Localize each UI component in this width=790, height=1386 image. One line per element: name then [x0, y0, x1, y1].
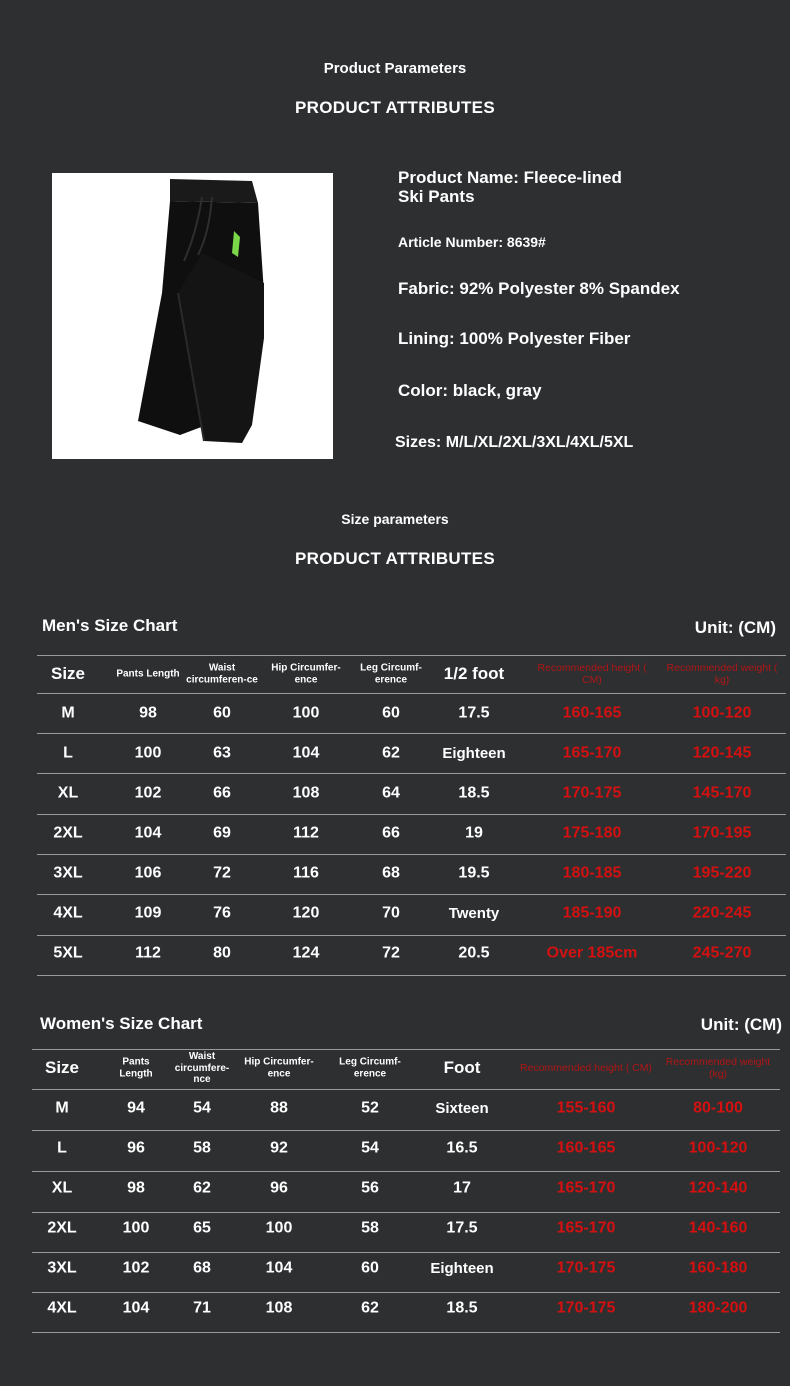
table-cell: 18.5 — [458, 784, 490, 802]
pants-photo-icon — [52, 173, 333, 459]
table-cell: 155-160 — [556, 1099, 616, 1117]
women-unit: Unit: (CM) — [700, 1015, 782, 1034]
table-cell: 56 — [361, 1179, 379, 1197]
table-cell: 185-190 — [562, 904, 622, 922]
table-cell: 19 — [465, 824, 483, 842]
table-cell: 94 — [127, 1099, 145, 1117]
table-cell: 100 — [292, 704, 320, 722]
table-cell: 64 — [382, 784, 400, 802]
table-cell: Eighteen — [430, 1260, 494, 1278]
table-cell: 160-165 — [562, 704, 622, 722]
table-cell: 104 — [122, 1299, 150, 1317]
table-cell: 195-220 — [692, 864, 752, 882]
section-title-product-attributes: PRODUCT ATTRIBUTES — [295, 98, 495, 117]
table-header-cell: Leg Circumf-erence — [360, 662, 422, 685]
table-cell: 100-120 — [688, 1139, 748, 1157]
table-divider — [37, 773, 786, 774]
table-cell: 60 — [213, 704, 231, 722]
table-divider — [37, 814, 786, 815]
table-divider — [37, 733, 786, 734]
table-header-cell: Recommended height ( CM) — [537, 661, 647, 686]
table-divider — [32, 1049, 780, 1050]
table-header-cell: Recommended weight ( kg) — [666, 661, 778, 686]
table-header-cell: Pants Length — [119, 1056, 153, 1079]
table-cell: 5XL — [53, 944, 83, 962]
table-cell: 109 — [134, 904, 162, 922]
table-cell: 100-120 — [692, 704, 752, 722]
table-cell: 104 — [292, 744, 320, 762]
table-cell: Sixteen — [435, 1100, 489, 1118]
table-cell: 17.5 — [446, 1219, 478, 1237]
table-cell: 108 — [265, 1299, 293, 1317]
men-chart-title: Men's Size Chart — [42, 616, 178, 635]
table-cell: XL — [51, 1179, 73, 1197]
table-cell: 66 — [213, 784, 231, 802]
table-cell: 52 — [361, 1099, 379, 1117]
table-cell: 17.5 — [458, 704, 490, 722]
product-name — [398, 168, 622, 206]
table-header-cell: Foot — [443, 1058, 481, 1078]
table-cell: 68 — [193, 1259, 211, 1277]
table-header-cell: Waist circumfere-nce — [174, 1050, 230, 1085]
table-cell: 112 — [135, 944, 161, 962]
table-cell: 170-195 — [692, 824, 752, 842]
table-header-cell: 1/2 foot — [443, 664, 505, 684]
table-cell: 165-170 — [562, 744, 622, 762]
table-cell: 104 — [134, 824, 162, 842]
table-cell: 62 — [361, 1299, 379, 1317]
table-divider — [32, 1130, 780, 1131]
sizes-info: Sizes: M/L/XL/2XL/3XL/4XL/5XL — [395, 434, 634, 451]
table-cell: 58 — [193, 1139, 211, 1157]
table-cell: 72 — [213, 864, 231, 882]
table-cell: 140-160 — [688, 1219, 748, 1237]
table-cell: 18.5 — [446, 1299, 478, 1317]
table-cell: 58 — [361, 1219, 379, 1237]
table-cell: 3XL — [53, 864, 83, 882]
table-cell: 124 — [292, 944, 320, 962]
table-cell: 76 — [213, 904, 231, 922]
table-cell: 108 — [292, 784, 320, 802]
product-name-line-2: Ski Pants — [398, 187, 475, 206]
article-number: Article Number: 8639# — [398, 234, 546, 250]
table-cell: 175-180 — [562, 824, 622, 842]
table-divider — [32, 1252, 780, 1253]
table-divider — [37, 693, 786, 694]
table-cell: 66 — [382, 824, 400, 842]
table-cell: 100 — [265, 1219, 293, 1237]
table-cell: 96 — [127, 1139, 145, 1157]
table-cell: 3XL — [47, 1259, 77, 1277]
table-cell: 62 — [193, 1179, 211, 1197]
table-cell: 98 — [139, 704, 157, 722]
table-cell: 160-180 — [688, 1259, 748, 1277]
table-header-cell: Leg Circumf-erence — [339, 1056, 401, 1079]
table-cell: 80 — [213, 944, 231, 962]
table-cell: 102 — [134, 784, 162, 802]
table-cell: 19.5 — [458, 864, 490, 882]
table-cell: L — [57, 1139, 67, 1157]
section-title-product-attributes-2: PRODUCT ATTRIBUTES — [295, 549, 495, 568]
table-cell: 120 — [292, 904, 320, 922]
table-header-cell: Hip Circumfer-ence — [271, 662, 341, 685]
table-cell: 245-270 — [692, 944, 752, 962]
table-cell: 72 — [382, 944, 400, 962]
product-name-line-1: Product Name: Fleece-lined — [398, 168, 622, 187]
table-cell: 170-175 — [562, 784, 622, 802]
table-cell: 54 — [193, 1099, 211, 1117]
table-divider — [32, 1292, 780, 1293]
table-cell: M — [61, 704, 75, 722]
table-cell: 145-170 — [692, 784, 752, 802]
table-cell: 100 — [122, 1219, 150, 1237]
table-header-cell: Hip Circumfer-ence — [244, 1056, 314, 1079]
table-cell: 16.5 — [446, 1139, 478, 1157]
table-cell: Twenty — [448, 905, 500, 923]
table-cell: 4XL — [47, 1299, 77, 1317]
table-cell: 63 — [213, 744, 231, 762]
table-header-cell: Size — [50, 664, 86, 684]
table-divider — [32, 1171, 780, 1172]
section-subtitle-size-parameters: Size parameters — [341, 511, 449, 527]
table-cell: 116 — [293, 864, 319, 882]
table-divider — [32, 1089, 780, 1090]
table-divider — [37, 935, 786, 936]
table-cell: 220-245 — [692, 904, 752, 922]
table-cell: 69 — [213, 824, 231, 842]
table-cell: 92 — [270, 1139, 288, 1157]
table-cell: 60 — [361, 1259, 379, 1277]
table-cell: 96 — [270, 1179, 288, 1197]
table-cell: 120-145 — [692, 744, 752, 762]
table-cell: 160-165 — [556, 1139, 616, 1157]
table-cell: 54 — [361, 1139, 379, 1157]
product-image — [52, 173, 333, 459]
table-cell: Over 185cm — [546, 944, 638, 962]
table-cell: 170-175 — [556, 1299, 616, 1317]
table-cell: Eighteen — [442, 745, 506, 763]
table-divider — [37, 975, 786, 976]
table-cell: 100 — [134, 744, 162, 762]
table-cell: M — [55, 1099, 69, 1117]
table-header-cell: Pants Length — [116, 668, 180, 680]
men-unit: Unit: (CM) — [694, 618, 776, 637]
table-cell: 165-170 — [556, 1219, 616, 1237]
table-cell: 120-140 — [688, 1179, 748, 1197]
table-cell: 2XL — [47, 1219, 77, 1237]
table-cell: 180-185 — [562, 864, 622, 882]
table-header-cell: Recommended weight (kg) — [665, 1055, 771, 1080]
lining-info: Lining: 100% Polyester Fiber — [398, 329, 631, 348]
table-cell: 70 — [382, 904, 400, 922]
table-cell: 88 — [270, 1099, 288, 1117]
color-info: Color: black, gray — [398, 381, 542, 400]
table-header-cell: Recommended height ( CM) — [520, 1061, 652, 1074]
table-divider — [37, 854, 786, 855]
table-cell: 20.5 — [458, 944, 490, 962]
women-chart-title: Women's Size Chart — [40, 1014, 203, 1033]
table-cell: 102 — [122, 1259, 150, 1277]
table-cell: 104 — [265, 1259, 293, 1277]
table-cell: 65 — [193, 1219, 211, 1237]
table-cell: 98 — [127, 1179, 145, 1197]
table-divider — [37, 894, 786, 895]
table-cell: 165-170 — [556, 1179, 616, 1197]
table-cell: 180-200 — [688, 1299, 748, 1317]
table-cell: XL — [57, 784, 79, 802]
table-cell: 60 — [382, 704, 400, 722]
table-cell: 112 — [293, 824, 319, 842]
table-header-cell: Waist circumferen-ce — [186, 662, 258, 685]
table-cell: 106 — [134, 864, 162, 882]
table-cell: 62 — [382, 744, 400, 762]
table-header-cell: Size — [44, 1058, 80, 1078]
table-cell: 4XL — [53, 904, 83, 922]
table-cell: L — [63, 744, 73, 762]
section-subtitle-product-parameters: Product Parameters — [323, 60, 467, 77]
table-cell: 68 — [382, 864, 400, 882]
table-cell: 17 — [453, 1179, 471, 1197]
table-cell: 170-175 — [556, 1259, 616, 1277]
table-cell: 80-100 — [693, 1099, 743, 1117]
table-cell: 71 — [193, 1299, 211, 1317]
table-cell: 2XL — [53, 824, 83, 842]
fabric-info: Fabric: 92% Polyester 8% Spandex — [398, 279, 680, 298]
table-divider — [37, 655, 786, 656]
table-divider — [32, 1212, 780, 1213]
table-divider — [32, 1332, 780, 1333]
